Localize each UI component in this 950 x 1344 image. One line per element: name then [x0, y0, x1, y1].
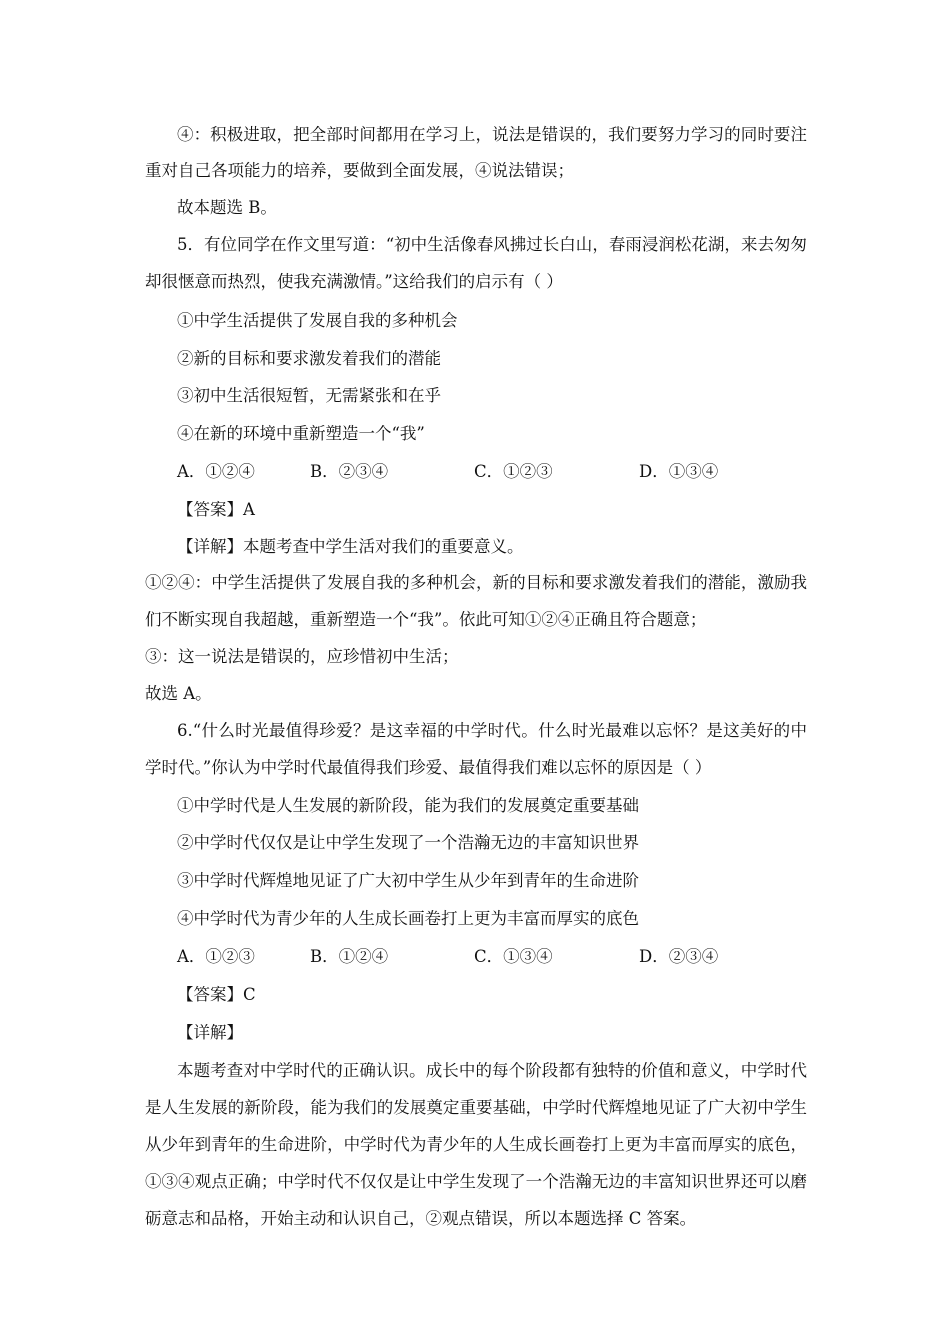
q5-conclusion: 故选 A。 — [145, 684, 212, 703]
q6-detail-line3: 从少年到青年的生命进阶，中学时代为青少年的人生成长画卷打上更为丰富而厚实的底色， — [145, 1135, 807, 1154]
q5-statement-1: ①中学生活提供了发展自我的多种机会 — [177, 311, 458, 330]
q6-detail-title: 【详解】 — [177, 1023, 243, 1042]
q6-stem-line1: 6.“什么时光最值得珍爱？是这幸福的中学时代。什么时光最难以忘怀？是这美好的中 — [177, 721, 807, 740]
q6-option-d: D．②③④ — [639, 947, 719, 966]
q5-detail-line2: 们不断实现自我超越，重新塑造一个“我”。依此可知①②④正确且符合题意； — [145, 610, 707, 629]
q6-statement-3: ③中学时代辉煌地见证了广大初中学生从少年到青年的生命进阶 — [177, 871, 639, 890]
q5-option-b: B．②③④ — [310, 462, 389, 481]
q6-detail-line5: 砺意志和品格，开始主动和认识自己，②观点错误，所以本题选择 C 答案。 — [145, 1209, 697, 1228]
q6-statement-1: ①中学时代是人生发展的新阶段，能为我们的发展奠定重要基础 — [177, 796, 639, 815]
q5-option-c: C．①②③ — [474, 462, 553, 481]
q5-stem-line1: 5．有位同学在作文里写道：“初中生活像春风拂过长白山，春雨浸润松花湖，来去匆匆 — [177, 235, 807, 254]
q5-answer: 【答案】A — [177, 500, 255, 519]
q5-statement-3: ③初中生活很短暂，无需紧张和在乎 — [177, 386, 441, 405]
q6-option-c: C．①③④ — [474, 947, 553, 966]
q4-conclusion: 故本题选 B。 — [177, 198, 277, 217]
q5-statement-4: ④在新的环境中重新塑造一个“我” — [177, 424, 425, 443]
q6-option-a: A．①②③ — [177, 947, 255, 966]
q4-analysis-line1: ④：积极进取，把全部时间都用在学习上，说法是错误的，我们要努力学习的同时要注 — [177, 125, 807, 144]
q6-detail-line1: 本题考查对中学时代的正确认识。成长中的每个阶段都有独特的价值和意义，中学时代 — [177, 1061, 807, 1080]
q5-statement-2: ②新的目标和要求激发着我们的潜能 — [177, 349, 441, 368]
q5-detail-line3: ③：这一说法是错误的，应珍惜初中生活； — [145, 647, 459, 666]
q5-option-a: A．①②④ — [177, 462, 255, 481]
q5-detail-title: 【详解】本题考查中学生活对我们的重要意义。 — [177, 537, 524, 556]
q5-option-d: D．①③④ — [639, 462, 719, 481]
q4-analysis-line2: 重对自己各项能力的培养，要做到全面发展，④说法错误； — [145, 161, 574, 180]
q6-detail-line2: 是人生发展的新阶段，能为我们的发展奠定重要基础，中学时代辉煌地见证了广大初中学生 — [145, 1098, 807, 1117]
q6-detail-line4: ①③④观点正确；中学时代不仅仅是让中学生发现了一个浩瀚无边的丰富知识世界还可以磨 — [145, 1172, 807, 1191]
q5-stem-line2: 却很惬意而热烈，使我充满激情。”这给我们的启示有（ ） — [145, 272, 563, 291]
q6-option-b: B．①②④ — [310, 947, 389, 966]
q6-statement-4: ④中学时代为青少年的人生成长画卷打上更为丰富而厚实的底色 — [177, 909, 639, 928]
q6-statement-2: ②中学时代仅仅是让中学生发现了一个浩瀚无边的丰富知识世界 — [177, 833, 639, 852]
q5-detail-line1: ①②④：中学生活提供了发展自我的多种机会，新的目标和要求激发着我们的潜能，激励我 — [145, 573, 807, 592]
q6-answer: 【答案】C — [177, 985, 256, 1004]
q6-stem-line2: 学时代。”你认为中学时代最值得我们珍爱、最值得我们难以忘怀的原因是（ ） — [145, 758, 712, 777]
